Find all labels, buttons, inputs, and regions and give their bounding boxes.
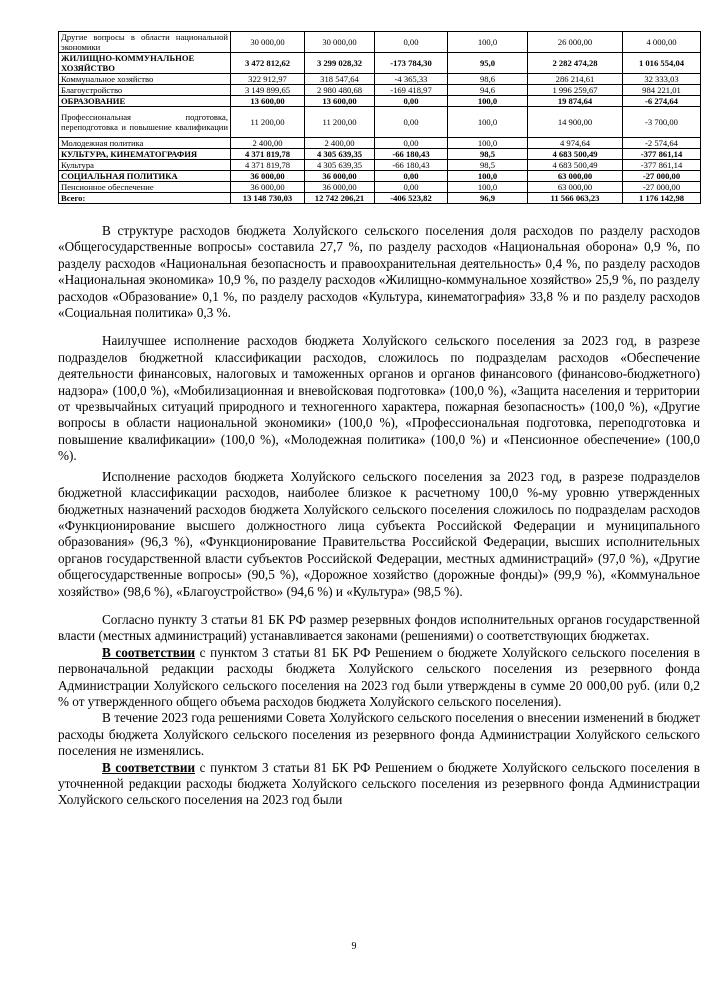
value-cell-c1: 36 000,00: [231, 182, 305, 193]
row-name: Коммунальное хозяйство: [61, 74, 154, 84]
row-name-cell: [59, 53, 231, 74]
lead-in-accordance-2: В соответствии: [102, 759, 196, 775]
value-cell-c5: 4 974,64: [528, 138, 623, 149]
value-cell-c5: 63 000,00: [528, 182, 623, 193]
value-cell-c3: 0,00: [375, 182, 448, 193]
table-row: [59, 32, 701, 53]
paragraph-close-execution: Исполнение расходов бюджета Холуйского сельского поселения за 2023 год, в разрезе подразделов бюджетной классификации расходов, наиболее близкое к расчетному 100,0 %-му уровню утвержденных бюджетных назначений расходов бюджета Холуйского сельского поселения сложилось по подразделам расходов «Функционирование высшего должностного лица субъекта Российской Федерации и муниципального образования» (96,3 %), «Функционирование Правительства Российской Федерации, высших исполнительных органов государственной власти субъектов Российской Федерации, местных администраций» (97,0 %), «Другие общегосударственные вопросы» (90,5 %), «Дорожное хозяйство (дорожные фонды)» (99,9 %), «Коммунальное хозяйство» (98,6 %), «Благоустройство» (94,6 %) и «Культура» (98,5 %).: [58, 468, 700, 599]
value-cell-c2: 3 299 028,32: [305, 53, 375, 74]
value-cell-c3: -66 180,43: [375, 160, 448, 171]
table-row: [59, 107, 701, 138]
paragraph-initial-reserve-text: с пунктом 3 статьи 81 БК РФ Решением о бюджете Холуйского сельского поселения в первоначальной редакции расходы бюджета Холуйского сельского поселения из резервного фонда Администрации Холуйского сельского поселения на 2023 год были утверждены в сумме 20 000,00 руб. (или 0,2 % от утвержденного общего объема расходов бюджета Холуйского сельского поселения).: [58, 644, 700, 709]
row-name: ОБРАЗОВАНИЕ: [61, 96, 126, 106]
value-cell-c4: 98,6: [448, 74, 528, 85]
value-cell-c1: 36 000,00: [231, 171, 305, 182]
value-cell-c3: -4 365,33: [375, 74, 448, 85]
value-cell-c6: 1 016 554,04: [623, 53, 701, 74]
value-cell-c1: 13 600,00: [231, 96, 305, 107]
value-cell-c3: -169 418,97: [375, 85, 448, 96]
value-cell-c5: 63 000,00: [528, 171, 623, 182]
row-name: Другие вопросы в области национальной экономики: [61, 32, 228, 52]
value-cell-c3: -66 180,43: [375, 149, 448, 160]
table-row: [59, 85, 701, 96]
value-cell-c5: 4 683 500,49: [528, 160, 623, 171]
value-cell-c6: -377 861,14: [623, 160, 701, 171]
row-name-cell: [59, 182, 231, 193]
value-cell-c4: 96,9: [448, 193, 528, 204]
value-cell-c6: 984 221,01: [623, 85, 701, 96]
value-cell-c1: 3 472 812,62: [231, 53, 305, 74]
row-name-cell: [59, 85, 231, 96]
value-cell-c1: 3 149 899,65: [231, 85, 305, 96]
table-row: [59, 193, 701, 204]
value-cell-c1: 11 200,00: [231, 107, 305, 138]
value-cell-c2: 11 200,00: [305, 107, 375, 138]
body-text: [58, 223, 700, 809]
row-name: КУЛЬТУРА, КИНЕМАТОГРАФИЯ: [61, 149, 198, 159]
value-cell-c2: 4 305 639,35: [305, 149, 375, 160]
value-cell-c6: -377 861,14: [623, 149, 701, 160]
value-cell-c5: 2 282 474,28: [528, 53, 623, 74]
value-cell-c4: 100,0: [448, 182, 528, 193]
row-name: Благоустройство: [61, 85, 123, 95]
value-cell-c4: 98,5: [448, 160, 528, 171]
value-cell-c1: 30 000,00: [231, 32, 305, 53]
value-cell-c4: 100,0: [448, 32, 528, 53]
value-cell-c4: 100,0: [448, 96, 528, 107]
value-cell-c3: 0,00: [375, 171, 448, 182]
value-cell-c5: 286 214,61: [528, 74, 623, 85]
row-name-cell: [59, 149, 231, 160]
value-cell-c6: 32 333,03: [623, 74, 701, 85]
value-cell-c5: 4 683 500,49: [528, 149, 623, 160]
value-cell-c4: 100,0: [448, 171, 528, 182]
row-name-cell: [59, 32, 231, 53]
table-row: [59, 171, 701, 182]
value-cell-c5: 26 000,00: [528, 32, 623, 53]
value-cell-c6: -27 000,00: [623, 182, 701, 193]
value-cell-c2: 2 400,00: [305, 138, 375, 149]
value-cell-c1: 322 912,97: [231, 74, 305, 85]
value-cell-c5: 11 566 063,23: [528, 193, 623, 204]
row-name: СОЦИАЛЬНАЯ ПОЛИТИКА: [61, 171, 178, 181]
lead-in-accordance: В соответствии: [102, 644, 196, 660]
row-name-cell: [59, 74, 231, 85]
row-name: ЖИЛИЩНО-КОММУНАЛЬНОЕ ХОЗЯЙСТВО: [61, 53, 195, 73]
row-name: Молодежная политика: [61, 138, 144, 148]
value-cell-c5: 14 900,00: [528, 107, 623, 138]
value-cell-c2: 2 980 480,68: [305, 85, 375, 96]
paragraph-initial-reserve: [58, 645, 700, 711]
value-cell-c3: 0,00: [375, 32, 448, 53]
value-cell-c3: 0,00: [375, 96, 448, 107]
row-name-cell: [59, 138, 231, 149]
row-name: Пенсионное обеспечение: [61, 182, 154, 192]
paragraph-structure: В структуре расходов бюджета Холуйского сельского поселения доля расходов по разделу расходов «Общегосударственные вопросы» составила 27,7 %, по разделу расходов «Национальная оборона» 0,9 %, по разделу расходов «Национальная безопасность и правоохранительная деятельность» 0,4 %, по разделу расходов «Национальная экономика» 10,9 %, по разделу расходов «Жилищно-коммунальное хозяйство» 25,9 %, по разделу расходов «Образование» 0,1 %, по разделу расходов «Культура, кинематография» 33,8 % и по разделу расходов «Социальная политика» 0,3 %.: [58, 223, 700, 321]
value-cell-c1: 13 148 730,03: [231, 193, 305, 204]
value-cell-c6: -3 700,00: [623, 107, 701, 138]
value-cell-c4: 100,0: [448, 107, 528, 138]
value-cell-c2: 30 000,00: [305, 32, 375, 53]
value-cell-c2: 4 305 639,35: [305, 160, 375, 171]
table-row: [59, 96, 701, 107]
value-cell-c6: -2 574,64: [623, 138, 701, 149]
row-name-cell: [59, 96, 231, 107]
value-cell-c6: 4 000,00: [623, 32, 701, 53]
value-cell-c3: -173 784,30: [375, 53, 448, 74]
value-cell-c2: 36 000,00: [305, 182, 375, 193]
value-cell-c4: 94,6: [448, 85, 528, 96]
row-name-cell: [59, 193, 231, 204]
value-cell-c4: 95,0: [448, 53, 528, 74]
row-name: Всего:: [61, 193, 86, 203]
row-name: Профессиональная подготовка, переподготовка и повышение квалификации: [61, 112, 228, 132]
paragraph-revised-reserve-text: с пунктом 3 статьи 81 БК РФ Решением о бюджете Холуйского сельского поселения в уточненной редакции расходы бюджета Холуйского сельского поселения из резервного фонда Администрации Холуйского сельского поселения на 2023 год были: [58, 759, 700, 808]
value-cell-c5: 19 874,64: [528, 96, 623, 107]
value-cell-c5: 1 996 259,67: [528, 85, 623, 96]
page-number: 9: [351, 941, 357, 952]
budget-table: [58, 31, 701, 204]
row-name-cell: [59, 160, 231, 171]
value-cell-c2: 36 000,00: [305, 171, 375, 182]
table-row: [59, 160, 701, 171]
table-row: [59, 138, 701, 149]
value-cell-c6: 1 176 142,98: [623, 193, 701, 204]
value-cell-c3: 0,00: [375, 107, 448, 138]
row-name: Культура: [61, 160, 94, 170]
value-cell-c4: 98,5: [448, 149, 528, 160]
paragraph-revised-reserve: [58, 760, 700, 809]
value-cell-c3: -406 523,82: [375, 193, 448, 204]
value-cell-c3: 0,00: [375, 138, 448, 149]
value-cell-c2: 12 742 206,21: [305, 193, 375, 204]
value-cell-c6: -6 274,64: [623, 96, 701, 107]
value-cell-c2: 318 547,64: [305, 74, 375, 85]
table-row: [59, 53, 701, 74]
value-cell-c1: 4 371 819,78: [231, 160, 305, 171]
paragraph-no-changes: В течение 2023 года решениями Совета Холуйского сельского поселения о внесении изменений в бюджет расходы бюджета Холуйского сельского поселения из резервного фонда Администрации Холуйского сельского поселения не изменялись.: [58, 710, 700, 759]
paragraph-best-execution: Наилучшее исполнение расходов бюджета Холуйского сельского поселения за 2023 год, в разрезе подразделов бюджетной классификации расходов, сложилось по подразделам расходов «Обеспечение деятельности финансовых, налоговых и таможенных органов и органов финансового (финансово-бюджетного) надзора» (100,0 %), «Мобилизационная и вневойсковая подготовка» (100,0 %), «Защита населения и территории от чрезвычайных ситуаций природного и техногенного характера, пожарная безопасность» (100,0 %), «Другие вопросы в области национальной экономики» (100,0 %), «Профессиональная подготовка, переподготовка и повышение квалификации» (100,0 %), «Молодежная политика» (100,0 %) и «Пенсионное обеспечение» (100,0 %).: [58, 333, 700, 464]
value-cell-c2: 13 600,00: [305, 96, 375, 107]
table-row: [59, 74, 701, 85]
value-cell-c6: -27 000,00: [623, 171, 701, 182]
row-name-cell: [59, 171, 231, 182]
row-name-cell: [59, 107, 231, 138]
table-row: [59, 149, 701, 160]
table-row: [59, 182, 701, 193]
paragraph-reserve-funds: Согласно пункту 3 статьи 81 БК РФ размер резервных фондов исполнительных органов государственной власти (местных администраций) устанавливается законами (решениями) о соответствующих бюджетах.: [58, 611, 700, 644]
value-cell-c4: 100,0: [448, 138, 528, 149]
value-cell-c1: 4 371 819,78: [231, 149, 305, 160]
value-cell-c1: 2 400,00: [231, 138, 305, 149]
